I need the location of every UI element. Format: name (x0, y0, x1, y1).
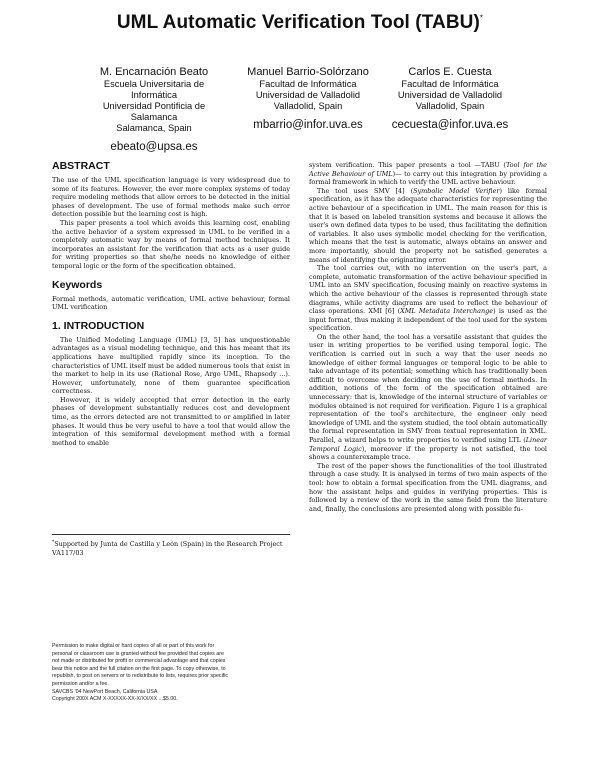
permission-line: personal or classroom use is granted without fee provided that copies are (52, 650, 224, 657)
author-affiliation: Salamanca, Spain (116, 123, 192, 133)
body-paragraph: On the other hand, the tool has a versatile assistant that guides the user in writing properties to be verified using temporal logic. The verification is carried out in such a way that the user needs no knowledge of either formal languages or temporal logic to be able to take advantage of its potential; something which has traditionally been difficult to overcome when deciding on the use of formal methods. In addition, notions of the form of the specification obtained are unnecessary: that is, knowledge of the internal structure of variables or modules obtained is not required for verification. Figure 1 is a graphical representation of the tool's architecture, the engineer only need knowledge of UML and the system studied, the tool obtain automatically the formal representation in SMV from textual representation in XML. Parallel, a wizard helps to write properties to verified using LTL (Linear Temporal Logic), moreover if the property is not satisfied, the tool shows a counterexample trace. (309, 332, 547, 462)
abstract-heading: ABSTRACT (52, 160, 110, 172)
body-paragraph: The rest of the paper shows the functionalities of the tool illustrated through a case study. It is analysed in terms of two main aspects of the tool: how to obtain a formal specification from the UML diagrams, and how the assistant helps and guides in verifying properties. This is followed by a review of the work in the same field from the literature and, finally, the conclusions are presented along with possible fu- (309, 461, 547, 513)
permission-line: bear this notice and the full citation on the first page. To copy otherwise, to (52, 665, 226, 672)
author-affiliation: Escuela Universitaria de (103, 79, 205, 89)
funding-footnote (52, 534, 290, 557)
title-footnote-mark: * (479, 13, 484, 23)
author-affiliation: Universidad de Valladolid (397, 90, 503, 100)
author-affiliation: Valladolid, Spain (273, 101, 343, 111)
body-paragraph: system verification. This paper presents a tool —TABU (Tool for the Active Behaviour of UML)— to carry out this integration by providing a formal framework in which to verify the UML active behaviour. (309, 161, 547, 187)
author-affiliation: Universidad Pontificia de (102, 101, 206, 111)
author-name: M. Encarnación Beato (99, 66, 209, 78)
paper-title: UML Automatic Verification Tool (TABU)* (116, 12, 484, 33)
author-affiliation: Valladolid, Spain (415, 101, 485, 111)
author-affiliation: Facultad de Informática (259, 79, 357, 89)
permission-line: not made or distributed for profit or commercial advantage and that copies (52, 658, 226, 665)
permission-notice (52, 643, 290, 704)
keywords-text: Formal methods, automatic verification, UML active behaviour, formal UML verification (52, 294, 290, 312)
permission-line: Copyright 200X ACM X-XXXXX-XX-X/XX/XX ...$5.00. (52, 696, 178, 703)
author-block-3 (367, 66, 533, 133)
author-email: ebeato@upsa.es (110, 141, 198, 153)
footnote-text: Supported by Junta de Castilla y León (Spain) in the Research Project VA117/03 (52, 540, 283, 557)
right-column (309, 161, 547, 513)
permission-line: Permission to make digital or hard copies of all or part of this work for (52, 643, 215, 649)
keywords-heading: Keywords (52, 278, 103, 291)
introduction-heading: 1. INTRODUCTION (52, 319, 145, 332)
body-paragraph: The tool carries out, with no intervention on the user's part, a complete, automatic transformation of the active behaviour specified in UML into an SMV specification, focusing mainly on reactive systems in which the active behaviour of the classes is represented through state diagrams, while activity diagrams are used to reflect the behaviour of class operations. XMI [6] (XML Metadata Interchange) is used as the input format, thus making it independent of the tool used for the system specification. (309, 264, 547, 333)
intro-paragraph: However, it is widely accepted that error detection in the early phases of development substantially reduces cost and development time, as the errors detected are not transmitted to or amplified in later phases. It would thus be very useful to have a tool that would allow the integration of this semiformal development method with a formal method to enable (52, 395, 290, 447)
permission-line: permission and/or a fee. (52, 680, 109, 687)
permission-line: republish, to post on servers or to redistribute to lists, requires prior specific (52, 673, 229, 680)
author-affiliation: Facultad de Informática (401, 79, 499, 89)
permission-line: SAVCBS '04 NewPort Beach, California USA (52, 688, 158, 695)
footnote-mark: * (52, 540, 55, 545)
intro-paragraph: The Unified Modeling Language (UML) [3, 5] has unquestionable advantages as a visual modeling technique, and this has meant that its applications have multiplied rapidly since its inception. To the characteristics of UML itself must be added numerous tools that exist in the market to help in its use (Rational Rose, Argo UML, Rhapsody ...). However, unfortunately, none of them guarantee specification correctness. (52, 335, 290, 396)
author-affiliation: Salamanca (130, 112, 178, 122)
body-paragraph: The tool uses SMV [4] (Symbolic Model Verifier) like formal specification, as it has the adequate characteristics for representing the active behaviour of a specification in UML. The main reason for this is that it is based on labeled transition systems and because it allows the user's own defined data types to be used, thus facilitating the definition of variables. It also uses symbolic model checking for the verification, which means that the test is automatic, always obtains an answer and more importantly, should the property not be satisfied generates a means of identifying the originating error. (309, 186, 547, 264)
author-email: mbarrio@infor.uva.es (253, 119, 363, 131)
author-name: Carlos E. Cuesta (408, 66, 492, 78)
author-name: Manuel Barrio-Solórzano (247, 66, 369, 78)
author-email: cecuesta@infor.uva.es (391, 119, 509, 131)
author-affiliation: Universidad de Valladolid (255, 90, 361, 100)
abstract-paragraph: This paper presents a tool which avoids this learning cost, enabling the active behavior of a system expressed in UML to be verified in a completely automatic way by means of formal method techniques. It incorporates an assistant for the verification that acts as a user guide for writing properties so that she/he needs no knowledge of either temporal logic or the form of the specification obtained. (52, 218, 290, 270)
author-affiliation: Informática (131, 90, 177, 100)
left-column (52, 160, 290, 447)
abstract-paragraph: The use of the UML specification language is very widespread due to some of its features. However, the ever more complex systems of today require modeling methods that allow errors to be detected in the initial phases of development. The use of formal methods make such error detection possible but the learning cost is high. (52, 176, 290, 219)
